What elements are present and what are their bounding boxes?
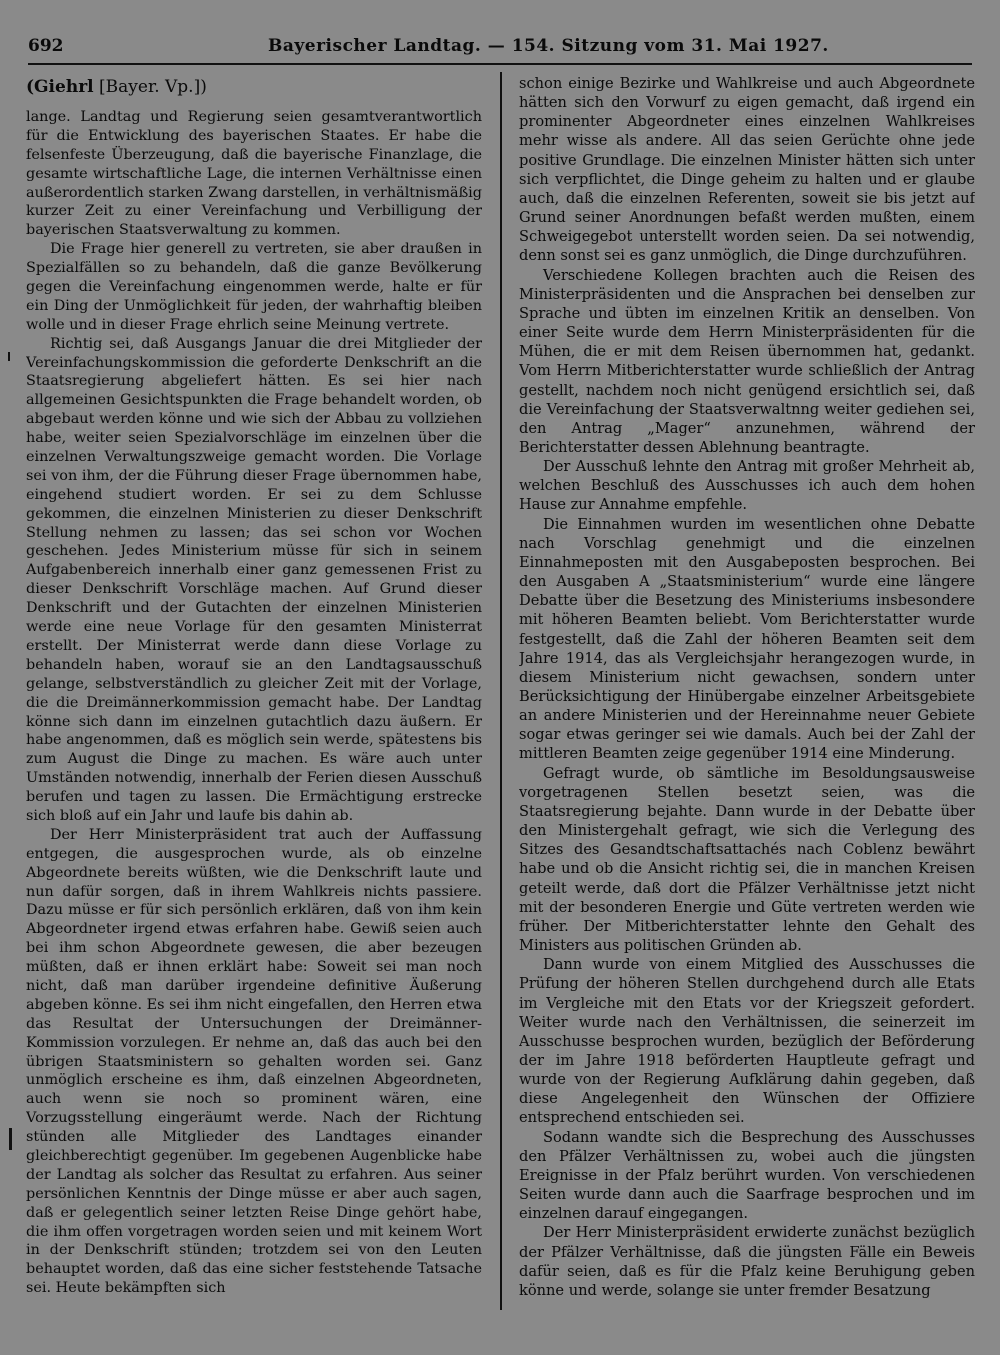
margin-mark	[8, 352, 10, 361]
page-number: 692	[28, 36, 64, 56]
paragraph: Der Ausschuß lehnte den Antrag mit großer Mehrheit ab, welchen Beschluß des Ausschusses ich auch dem hohen Hause zur Annahme empfehle.	[519, 458, 975, 514]
paragraph: Richtig sei, daß Ausgangs Januar die drei Mitglieder der Vereinfachungskommission die geforderte Denkschrift an die Staatsregierung abgeliefert hätten. Es sei hier nach allgemeinen Gesichtspunkten die Frage behandelt worden, ob abgebaut werden könne und wie sich der Abbau zu vollziehen habe, weiter seien Spezialvorschläge im einzelnen über die einzelnen Verwaltungszweige gemacht worden. Die Vorlage sei von ihm, der die Führung dieser Frage übernommen habe, eingehend studiert worden. Er sei zu dem Schlusse gekommen, die einzelnen Ministerien zu dieser Denkschrift Stellung nehmen zu lassen; das sei schon vor Wochen geschehen. Jedes Ministerium müsse für sich in seinem Aufgabenbereich innerhalb einer ganz gemessenen Frist zu dieser Denkschrift Vorschläge machen. Auf Grund dieser Denkschrift und der Gutachten der einzelnen Ministerien werde eine neue Vorlage für den gesamten Ministerrat erstellt. Der Ministerrat werde dann diese Vorlage zu behandeln haben, worauf sie an den Landtagsausschuß gelange, selbstverständlich zu gleicher Zeit mit der Vorlage, die die Dreimännerkommission gemacht habe. Der Landtag könne sich dann im einzelnen gutachtlich dazu äußern. Er habe angenommen, daß es möglich sein werde, spätestens bis zum August die Dinge zu machen. Es wäre auch unter Umständen notwendig, innerhalb der Ferien diesen Ausschuß berufen und tagen zu lassen. Die Ermächtigung erstrecke sich bloß auf ein Jahr und laufe bis dahin ab.	[26, 335, 482, 824]
paragraph: Gefragt wurde, ob sämtliche im Besoldungsausweise vorgetragenen Stellen besetzt seien, was die Staatsregierung bejahte. Dann wurde in der Debatte über den Ministergehalt gefragt, wie sich die Verlegung des Sitzes des Gesandtschaftsattachés nach Coblenz bewährt habe und ob die Ansicht richtig sei, die in manchen Kreisen geteilt werde, daß dort die Pfälzer Verhältnisse jetzt nicht mit der besonderen Energie und Güte vertreten werden wie früher. Der Mitberichterstatter lehnte den Gehalt des Ministers aus politischen Gründen ab.	[519, 764, 975, 955]
left-column	[26, 74, 482, 1310]
paragraph: Die Frage hier generell zu vertreten, sie aber draußen in Spezialfällen so zu behandeln, daß die ganze Bevölkerung gegen die Vereinfachung eingenommen werde, halte er für ein Ding der Unmöglichkeit für jeden, der wahrhaftig bleiben wolle und in dieser Frage ehrlich seine Meinung vertrete.	[26, 241, 482, 333]
paragraph: Der Herr Ministerpräsident trat auch der Auffassung entgegen, die ausgesprochen wurde, als ob einzelne Abgeordnete bereits wüßten, wie die Denkschrift laute und nun dafür sorgen, daß in ihrem Wahlkreis nichts passiere. Dazu müsse er für sich persönlich erklären, daß von ihm kein Abgeordneter irgend etwas erfahren habe. Gewiß seien auch bei ihm schon Abgeordnete gewesen, die aber bezeugen müßten, daß er ihnen erklärt habe: Soweit sei man noch nicht, daß man darüber irgendeine definitive Äußerung abgeben könne. Es sei ihm nicht eingefallen, den Herren etwa das Resultat der Untersuchungen der Dreimänner-Kommission vorzulegen. Er nehme an, daß das auch bei den übrigen Staatsministern so gehalten worden sei. Ganz unmöglich erscheine es ihm, daß einzelnen Abgeordneten, auch wenn sie noch so prominent wären, eine Vorzugsstellung eingeräumt werde. Nach der Richtung stünden alle Mitglieder des Landtages einander gleichberechtigt gegenüber. Im gegebenen Augenblicke habe der Landtag als solcher das Resultat zu erfahren. Aus seiner persönlichen Kenntnis der Dinge müsse er aber auch sagen, daß er gelegentlich seiner letzten Reise Dinge gehört habe, die ihm offen vorgetragen worden seien und mit keinem Wort in der Denkschrift stünden; trotzdem sei von den Leuten behauptet worden, daß das eine sicher feststehende Tatsache sei. Heute bekämpften sich	[26, 826, 482, 1297]
paragraph: Dann wurde von einem Mitglied des Ausschusses die Prüfung der höheren Stellen durchgehend durch alle Etats im Vergleiche mit den Etats vor der Kriegszeit gefordert. Weiter wurde nach den Verhältnissen, die seinerzeit im Ausschusse besprochen wurden, bezüglich der Beförderung der im Jahre 1918 beförderten Hauptleute gefragt und wurde von der Regierung Aufklärung dahin gegeben, daß diese Angelegenheit den Wünschen der Offiziere entsprechend entschieden sei.	[519, 956, 975, 1127]
column-divider	[500, 72, 502, 1310]
paragraph: Der Herr Ministerpräsident erwiderte zunächst bezüglich der Pfälzer Verhältnisse, daß die jüngsten Fälle ein Beweis dafür seien, daß es für die Pfalz keine Beruhigung geben könne und werde, solange sie unter fremder Besatzung	[519, 1224, 975, 1299]
header-rule	[28, 63, 972, 65]
paragraph: Verschiedene Kollegen brachten auch die Reisen des Ministerpräsidenten und die Ansprachen bei denselben zur Sprache und übten im einzelnen Kritik an denselben. Von einer Seite wurde dem Herrn Ministerpräsidenten für die Mühen, die er mit dem Reisen übernommen hat, gedankt. Vom Herrn Mitberichterstatter wurde schließlich der Antrag gestellt, nachdem noch nicht genügend ersichtlich sei, daß die Vereinfachung der Staatsverwaltnng weiter gediehen sei, den Antrag „Mager“ anzunehmen, während der Berichterstatter dessen Ablehnung beantragte.	[519, 266, 975, 456]
paragraph: schon einige Bezirke und Wahlkreise und auch Abgeordnete hätten sich den Vorwurf zu eigen gemacht, daß irgend ein prominenter Abgeordneter eines einzelnen Wahlkreises mehr wisse als andere. All das seien Gerüchte ohne jede positive Grundlage. Die einzelnen Minister hätten sich unter sich verpflichtet, die Dinge geheim zu halten und er glaube auch, daß die einzelnen Referenten, soweit sie bis jetzt auf Grund seiner Anordnungen befaßt werden mußten, einem Schweigegebot unterstellt worden seien. Da sei notwendig, denn sonst sei es ganz unmöglich, die Dinge durchzuführen.	[519, 75, 975, 265]
paragraph: Die Einnahmen wurden im wesentlichen ohne Debatte nach Vorschlag genehmigt und die einzelnen Einnahmeposten mit den Ausgabeposten besprochen. Bei den Ausgaben A „Staatsministerium“ wurde eine längere Debatte über die Besetzung des Ministeriums insbesondere mit höheren Beamten beliebt. Vom Berichterstatter wurde festgestellt, daß die Zahl der höheren Beamten seit dem Jahre 1914, das als Vergleichsjahr herangezogen wurde, in diesem Ministerium nicht gewachsen, sondern unter Berücksichtigung der Hinübergabe einzelner Arbeitsgebiete an andere Ministerien und der Hereinnahme neuer Gebiete sogar etwas geringer sei wie damals. Auch bei der Zahl der mittleren Beamten zeige gegenüber 1914 eine Minderung.	[519, 515, 975, 763]
right-column	[519, 74, 975, 1310]
running-title: Bayerischer Landtag. — 154. Sitzung vom 31. Mai 1927.	[268, 36, 829, 56]
paragraph: Sodann wandte sich die Besprechung des Ausschusses den Pfälzer Verhältnissen zu, wobei auch die jüngsten Ereignisse in der Pfalz berührt wurden. Von verschiedenen Seiten wurde dann auch die Saarfrage besprochen und im einzelnen darauf eingegangen.	[519, 1128, 975, 1223]
margin-mark	[9, 1128, 12, 1150]
page-header	[28, 36, 972, 62]
speaker-heading	[26, 74, 482, 100]
paragraph: lange. Landtag und Regierung seien gesamtverantwortlich für die Entwicklung des bayerischen Staates. Er habe die felsenfeste Überzeugung, daß die bayerische Finanzlage, die gesamte wirtschaftliche Lage, die internen Verhältnisse einen außerordentlich starken Zwang darstellen, in verhältnismäßig kurzer Zeit zu einer Vereinfachung und Verbilligung der bayerischen Staatsverwaltung zu kommen.	[26, 109, 482, 239]
speaker-name: (Giehrl	[26, 77, 94, 97]
speaker-party: [Bayer. Vp.])	[99, 77, 207, 97]
